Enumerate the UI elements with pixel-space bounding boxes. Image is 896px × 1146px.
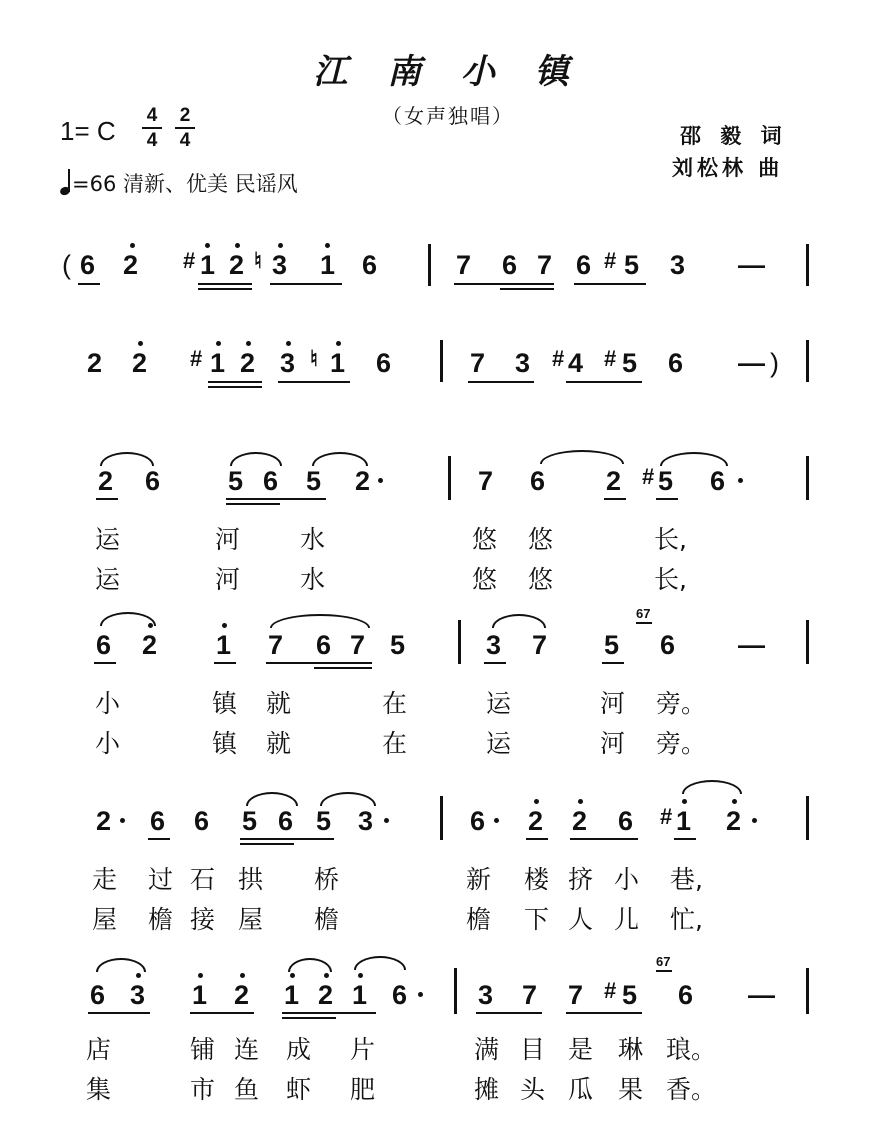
- lyric: 巷,: [670, 865, 703, 894]
- time-sig-top: 2: [179, 105, 191, 126]
- barline: [806, 340, 809, 382]
- barline: [806, 620, 809, 664]
- high-octave-dot: [290, 973, 295, 978]
- note: 3: [280, 348, 296, 378]
- lyric: 运: [95, 565, 121, 594]
- beam: [190, 1012, 254, 1014]
- natural: ♮: [310, 346, 318, 371]
- beam: [574, 283, 646, 285]
- lyric: 旁。: [656, 729, 707, 758]
- note: 5: [622, 980, 638, 1010]
- lyric: 石: [190, 865, 216, 894]
- high-octave-dot: [324, 973, 329, 978]
- beam: [198, 288, 252, 290]
- beam: [96, 498, 118, 500]
- barline: [806, 796, 809, 840]
- note: 7: [456, 250, 472, 280]
- high-octave-dot: [246, 341, 251, 346]
- note: 7: [350, 630, 366, 660]
- high-octave-dot: [336, 341, 341, 346]
- high-octave-dot: [130, 243, 135, 248]
- note: 2: [240, 348, 256, 378]
- time-sig-top: 4: [146, 105, 158, 126]
- song-title: 江 南 小 镇: [313, 52, 583, 92]
- beam: [282, 1012, 376, 1014]
- slur: [230, 452, 282, 466]
- barline: [448, 456, 451, 500]
- augmentation-dot: [738, 478, 743, 483]
- dash: —: [738, 348, 765, 378]
- note: 3: [272, 250, 288, 280]
- lyric: 旁。: [656, 689, 707, 718]
- lyric: 过: [148, 865, 174, 894]
- augmentation-dot: [418, 992, 423, 997]
- note: 2: [229, 250, 245, 280]
- beam: [636, 622, 652, 624]
- note: 3: [670, 250, 686, 280]
- time-sig-bottom: 4: [146, 130, 158, 151]
- note: 6: [80, 250, 96, 280]
- beam: [526, 838, 548, 840]
- dash: —: [738, 630, 765, 660]
- lyric: 店: [86, 1035, 112, 1064]
- augmentation-dot: [384, 818, 389, 823]
- note: 7: [532, 630, 548, 660]
- slur: [246, 792, 298, 806]
- barline: [440, 796, 443, 840]
- lyric: 市: [190, 1075, 216, 1104]
- beam: [270, 283, 342, 285]
- slur: [100, 452, 154, 466]
- lyric: 片: [350, 1035, 376, 1064]
- lyric: 成: [286, 1035, 312, 1064]
- note: 7: [537, 250, 553, 280]
- note: 2: [606, 466, 622, 496]
- beam: [602, 662, 624, 664]
- note: 6: [376, 348, 392, 378]
- lyric: 走: [92, 865, 118, 894]
- high-octave-dot: [358, 973, 363, 978]
- note: 1: [676, 806, 692, 836]
- note: 3: [478, 980, 494, 1010]
- note: 2: [726, 806, 742, 836]
- note: 2: [528, 806, 544, 836]
- lyric: 人: [568, 905, 594, 934]
- lyric: 运: [486, 689, 512, 718]
- note: 6: [660, 630, 676, 660]
- open-paren: (: [62, 250, 71, 280]
- barline: [806, 456, 809, 500]
- barline: [428, 244, 431, 286]
- note: 6: [392, 980, 408, 1010]
- dash: —: [738, 250, 765, 280]
- beam: [214, 662, 236, 664]
- lyric: 长,: [654, 565, 687, 594]
- barline: [454, 968, 457, 1014]
- lyric: 目: [520, 1035, 546, 1064]
- note: 6: [194, 806, 210, 836]
- note: 2: [142, 630, 158, 660]
- time-signature-4-4: [142, 106, 162, 150]
- lyric: 头: [520, 1075, 546, 1104]
- beam: [314, 667, 372, 669]
- lyricist-credit: 邵 毅 词: [680, 124, 788, 148]
- lyric: 琳: [618, 1035, 644, 1064]
- note: 1: [330, 348, 346, 378]
- note: 5: [228, 466, 244, 496]
- lyric: 在: [382, 729, 408, 758]
- barline: [806, 968, 809, 1014]
- lyric: 屋: [238, 905, 264, 934]
- note: 6: [145, 466, 161, 496]
- augmentation-dot: [378, 478, 383, 483]
- lyric: 拱: [238, 865, 264, 894]
- lyric: 河: [600, 729, 626, 758]
- note: 1: [284, 980, 300, 1010]
- note: 6: [710, 466, 726, 496]
- note: 4: [568, 348, 584, 378]
- slur: [288, 958, 332, 972]
- tempo-value: =66: [72, 172, 117, 196]
- lyric: 悠: [472, 525, 498, 554]
- slur: [320, 792, 376, 806]
- beam: [208, 386, 262, 388]
- barline: [458, 620, 461, 664]
- sharp: #: [552, 346, 565, 371]
- note: 6: [502, 250, 518, 280]
- note: 3: [358, 806, 374, 836]
- sharp: #: [183, 248, 196, 273]
- high-octave-dot: [136, 973, 141, 978]
- high-octave-dot: [534, 799, 539, 804]
- natural: ♮: [254, 248, 262, 273]
- beam: [240, 843, 294, 845]
- time-sig-bottom: 4: [179, 130, 191, 151]
- lyric: 桥: [314, 865, 340, 894]
- note: 2: [132, 348, 148, 378]
- beam: [468, 381, 534, 383]
- note: 7: [568, 980, 584, 1010]
- barline: [806, 244, 809, 286]
- lyric: 水: [300, 525, 326, 554]
- beam: [454, 283, 554, 285]
- high-octave-dot: [235, 243, 240, 248]
- note: 1: [320, 250, 336, 280]
- note: 5: [624, 250, 640, 280]
- lyric: 运: [95, 525, 121, 554]
- high-octave-dot: [578, 799, 583, 804]
- note: 2: [87, 348, 103, 378]
- note: 7: [470, 348, 486, 378]
- beam: [656, 498, 678, 500]
- high-octave-dot: [240, 973, 245, 978]
- lyric: 悠: [528, 525, 554, 554]
- beam: [566, 381, 642, 383]
- augmentation-dot: [494, 818, 499, 823]
- beam: [226, 498, 326, 500]
- note: 2: [96, 806, 112, 836]
- lyric: 小: [95, 729, 121, 758]
- lyric: 檐: [148, 905, 174, 934]
- note: 6: [278, 806, 294, 836]
- note: 5: [316, 806, 332, 836]
- note: 6: [362, 250, 378, 280]
- note: 6: [678, 980, 694, 1010]
- high-octave-dot: [148, 623, 153, 628]
- high-octave-dot: [216, 341, 221, 346]
- high-octave-dot: [138, 341, 143, 346]
- slur: [660, 452, 728, 466]
- augmentation-dot: [120, 818, 125, 823]
- high-octave-dot: [325, 243, 330, 248]
- lyric: 悠: [472, 565, 498, 594]
- note: 6: [470, 806, 486, 836]
- note: 5: [242, 806, 258, 836]
- note: 2: [123, 250, 139, 280]
- high-octave-dot: [198, 973, 203, 978]
- lyric: 是: [568, 1035, 594, 1064]
- sharp: #: [660, 804, 673, 829]
- slur: [96, 958, 146, 972]
- lyric: 镇: [212, 689, 238, 718]
- time-signature-2-4: [175, 106, 195, 150]
- lyric: 忙,: [670, 905, 703, 934]
- lyric: 香。: [666, 1075, 717, 1104]
- note: 3: [130, 980, 146, 1010]
- lyric: 长,: [654, 525, 687, 554]
- beam: [148, 838, 170, 840]
- lyric: 果: [618, 1075, 644, 1104]
- high-octave-dot: [278, 243, 283, 248]
- slur: [682, 780, 742, 794]
- note: 1: [200, 250, 216, 280]
- beam: [476, 1012, 542, 1014]
- close-paren: ): [770, 348, 779, 378]
- lyric: 儿: [614, 905, 640, 934]
- lyric: 镇: [212, 729, 238, 758]
- quarter-note-icon: [60, 169, 72, 195]
- note: 1: [192, 980, 208, 1010]
- note: 6: [576, 250, 592, 280]
- sharp: #: [642, 464, 655, 489]
- note: 1: [216, 630, 232, 660]
- lyric: 檐: [314, 905, 340, 934]
- note: 2: [572, 806, 588, 836]
- beam: [240, 838, 334, 840]
- beam: [566, 1012, 642, 1014]
- lyric: 屋: [92, 905, 118, 934]
- lyric: 悠: [528, 565, 554, 594]
- high-octave-dot: [732, 799, 737, 804]
- key-signature: 1= C: [60, 116, 116, 146]
- tempo-marking: [60, 168, 298, 198]
- lyric: 连: [234, 1035, 260, 1064]
- augmentation-dot: [752, 818, 757, 823]
- beam: [278, 381, 350, 383]
- sharp: #: [604, 346, 617, 371]
- lyric: 接: [190, 905, 216, 934]
- beam: [208, 381, 262, 383]
- lyric: 虾: [286, 1075, 312, 1104]
- high-octave-dot: [286, 341, 291, 346]
- lyric: 就: [266, 689, 292, 718]
- note: 5: [622, 348, 638, 378]
- lyric: 瓜: [568, 1075, 594, 1104]
- note: 6: [263, 466, 279, 496]
- beam: [198, 283, 252, 285]
- sharp: #: [604, 978, 617, 1003]
- high-octave-dot: [222, 623, 227, 628]
- lyric: 河: [215, 565, 241, 594]
- lyric: 河: [215, 525, 241, 554]
- lyric: 就: [266, 729, 292, 758]
- note: 3: [486, 630, 502, 660]
- note: 6: [668, 348, 684, 378]
- tempo-expression: 清新、优美 民谣风: [123, 172, 298, 196]
- lyric: 檐: [466, 905, 492, 934]
- lyric: 水: [300, 565, 326, 594]
- beam: [78, 283, 100, 285]
- note: 6: [90, 980, 106, 1010]
- note: 6: [150, 806, 166, 836]
- note: 7: [522, 980, 538, 1010]
- lyric: 新: [466, 865, 492, 894]
- beam: [94, 662, 116, 664]
- lyric: 小: [614, 865, 640, 894]
- beam: [656, 970, 672, 972]
- grace-notes: 67: [636, 606, 651, 621]
- note: 5: [306, 466, 322, 496]
- lyric: 琅。: [666, 1035, 717, 1064]
- note: 2: [318, 980, 334, 1010]
- sharp: #: [190, 346, 203, 371]
- barline: [440, 340, 443, 382]
- slur: [312, 452, 368, 466]
- note: 5: [604, 630, 620, 660]
- song-subtitle: （女声独唱）: [382, 104, 514, 128]
- lyric: 运: [486, 729, 512, 758]
- note: 3: [515, 348, 531, 378]
- beam: [226, 503, 280, 505]
- beam: [484, 662, 506, 664]
- note: 6: [316, 630, 332, 660]
- note: 2: [355, 466, 371, 496]
- lyric: 摊: [474, 1075, 500, 1104]
- dash: —: [748, 980, 775, 1010]
- lyric: 在: [382, 689, 408, 718]
- composer-credit: 刘松林 曲: [672, 156, 784, 180]
- lyric: 铺: [190, 1035, 216, 1064]
- note: 2: [234, 980, 250, 1010]
- note: 5: [390, 630, 406, 660]
- note: 7: [478, 466, 494, 496]
- beam: [266, 662, 372, 664]
- beam: [604, 498, 626, 500]
- slur: [354, 956, 406, 970]
- lyric: 满: [474, 1035, 500, 1064]
- sharp: #: [604, 248, 617, 273]
- slur: [540, 450, 624, 464]
- lyric: 肥: [350, 1075, 376, 1104]
- lyric: 下: [524, 905, 550, 934]
- beam: [88, 1012, 150, 1014]
- slur: [492, 614, 546, 628]
- lyric: 小: [95, 689, 121, 718]
- note: 6: [96, 630, 112, 660]
- note: 6: [618, 806, 634, 836]
- lyric: 鱼: [234, 1075, 260, 1104]
- note: 5: [658, 466, 674, 496]
- lyric: 集: [86, 1075, 112, 1104]
- note: 6: [530, 466, 546, 496]
- slur: [270, 614, 370, 628]
- note: 7: [268, 630, 284, 660]
- note: 1: [210, 348, 226, 378]
- beam: [500, 288, 554, 290]
- beam: [674, 838, 696, 840]
- high-octave-dot: [682, 799, 687, 804]
- high-octave-dot: [205, 243, 210, 248]
- note: 1: [352, 980, 368, 1010]
- beam: [570, 838, 638, 840]
- beam: [282, 1017, 336, 1019]
- lyric: 河: [600, 689, 626, 718]
- note: 2: [98, 466, 114, 496]
- lyric: 挤: [568, 865, 594, 894]
- lyric: 楼: [524, 865, 550, 894]
- grace-notes: 67: [656, 954, 671, 969]
